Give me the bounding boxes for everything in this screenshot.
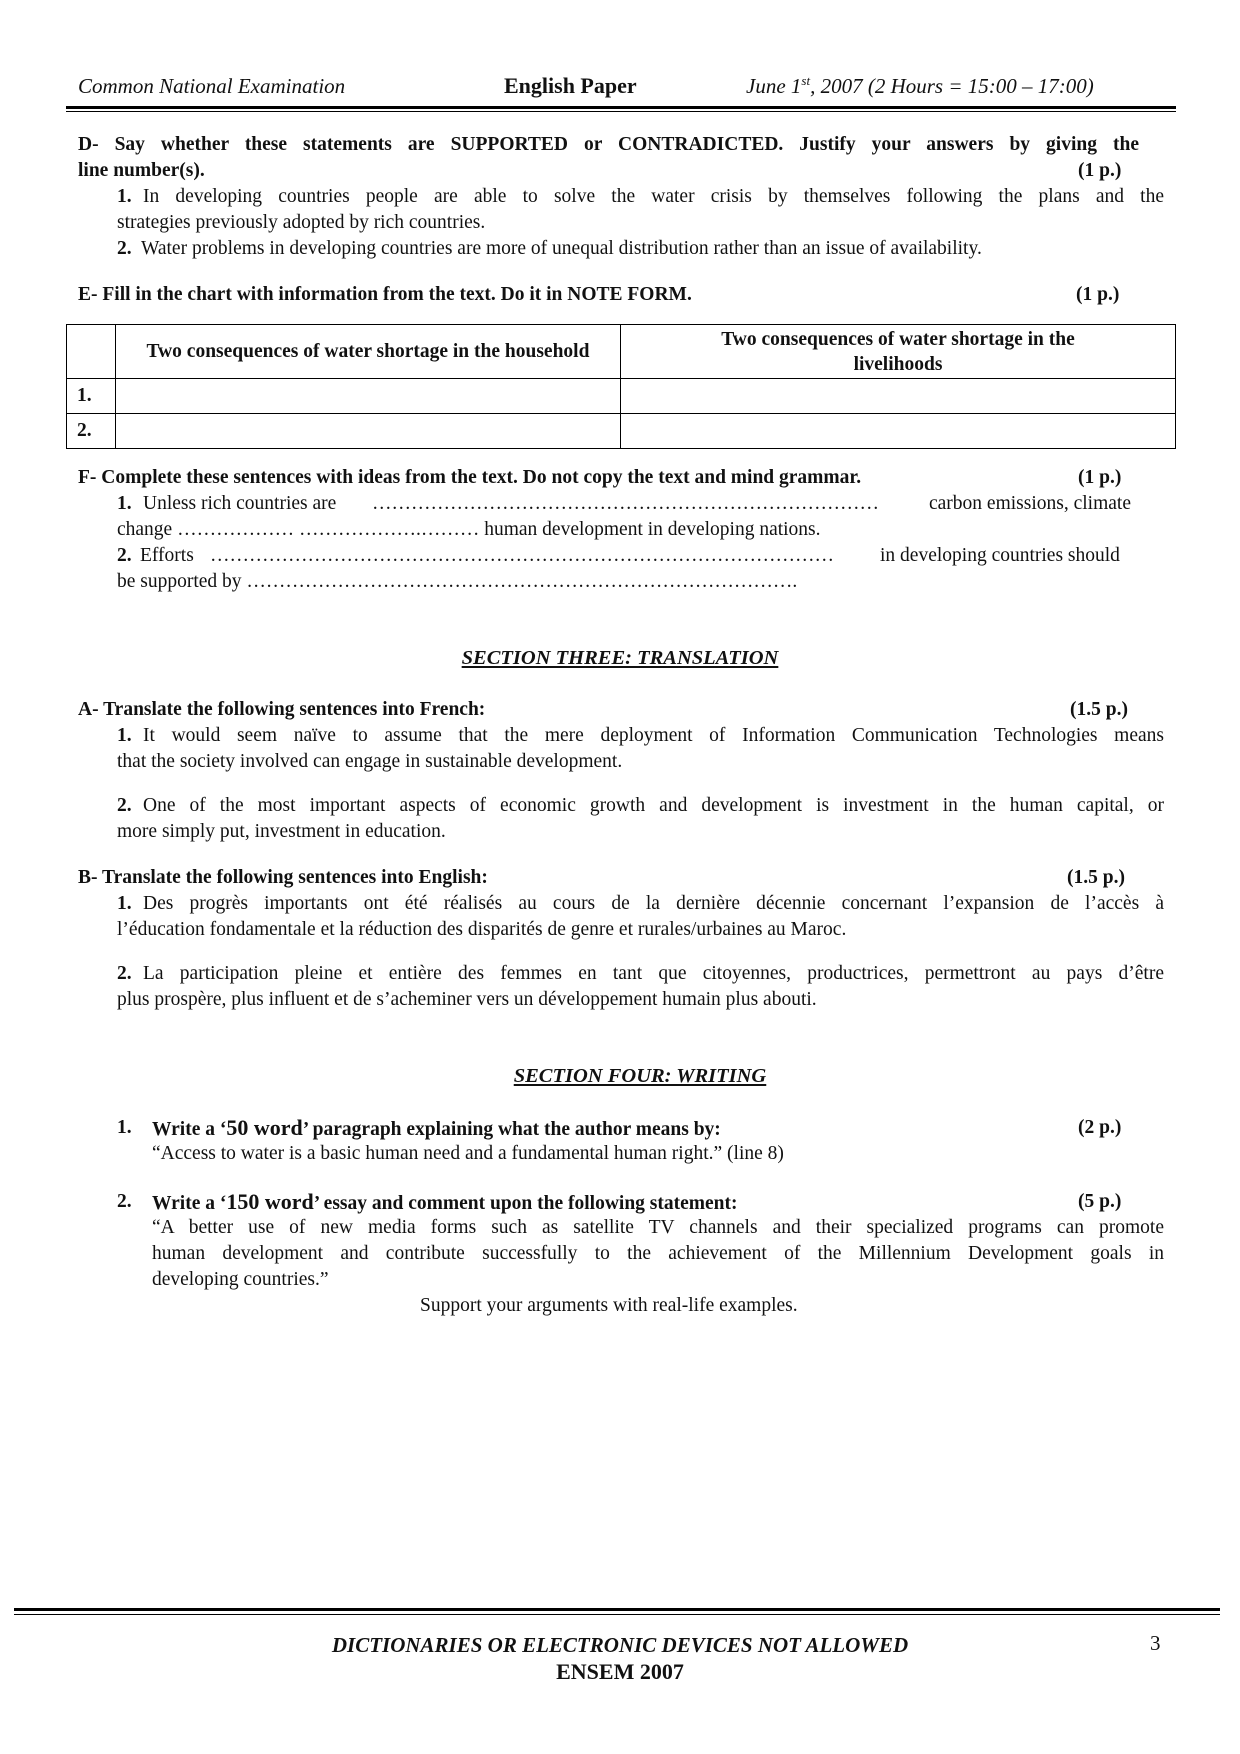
section-f-item1-number: 1. xyxy=(117,493,132,514)
chart-header-household xyxy=(116,325,621,379)
translation-b-heading: B- Translate the following sentences into English: xyxy=(78,867,488,888)
writing-1-points: (2 p.) xyxy=(1078,1117,1122,1138)
footer-rule-thick xyxy=(14,1608,1220,1611)
section-d-heading-line1: D- Say whether these statements are SUPPORTED or CONTRADICTED. Justify your answers by giving the xyxy=(78,134,1139,155)
section-f-item2-start: Efforts xyxy=(140,545,194,566)
translation-b2-line2: plus prospère, plus influent et de s’acheminer vers un développement humain plus abouti. xyxy=(117,989,817,1010)
writing-2-points: (5 p.) xyxy=(1078,1191,1122,1212)
header-date xyxy=(746,73,1094,99)
writing-1-number: 1. xyxy=(117,1117,132,1138)
footer-school: ENSEM 2007 xyxy=(556,1659,684,1684)
writing-1-quote: “Access to water is a basic human need and a fundamental human right.” (line 8) xyxy=(152,1143,784,1164)
chart-row xyxy=(67,379,1176,414)
section-d-item1-line1: In developing countries people are able to solve the water crisis by themselves following the plans and the xyxy=(143,186,1164,207)
chart-cell-livelihoods-2[interactable] xyxy=(621,414,1176,449)
header-rule-thin xyxy=(66,111,1176,112)
consequences-chart xyxy=(66,324,1176,449)
section-f-item2-line2[interactable]: be supported by …………………………………………………………………………. xyxy=(117,571,798,592)
header-rule-thick xyxy=(66,106,1176,109)
writing-2-instruction xyxy=(152,1189,738,1217)
chart-header-row xyxy=(67,325,1176,379)
header-date-sup: st xyxy=(801,73,811,88)
chart-corner-cell xyxy=(67,325,116,379)
section-f-item1-start: Unless rich countries are xyxy=(143,493,337,514)
chart-cell-livelihoods-1[interactable] xyxy=(621,379,1176,414)
section-f-heading: F- Complete these sentences with ideas from the text. Do not copy the text and mind grammar. xyxy=(78,467,862,488)
translation-a-heading: A- Translate the following sentences into French: xyxy=(78,699,486,720)
translation-b1-number: 1. xyxy=(117,893,132,914)
translation-a1-line1: It would seem naïve to assume that the mere deployment of Information Communication Technologies means xyxy=(143,725,1164,746)
chart-header-livelihoods xyxy=(621,325,1176,379)
writing-2-text-b: ’ essay and comment upon the following statement: xyxy=(313,1193,738,1214)
writing-2-word-count: 150 word xyxy=(226,1189,314,1214)
translation-b2-number: 2. xyxy=(117,963,132,984)
section-d-heading-line2: line number(s). xyxy=(78,160,205,181)
translation-a2-line1: One of the most important aspects of economic growth and development is investment in the human capital, or xyxy=(143,795,1164,816)
section-e-points: (1 p.) xyxy=(1076,284,1120,305)
section-d-item2-text: Water problems in developing countries are more of unequal distribution rather than an issue of availability. xyxy=(141,238,982,259)
section-d-item2-number: 2. xyxy=(117,238,132,259)
writing-2-quote-line2: human development and contribute successfully to the achievement of the Millennium Development goals in xyxy=(152,1243,1164,1264)
header-date-suffix: , 2007 (2 Hours = 15:00 – 17:00) xyxy=(810,74,1094,98)
translation-a2-number: 2. xyxy=(117,795,132,816)
section-f-points: (1 p.) xyxy=(1078,467,1122,488)
section-three-title: SECTION THREE: TRANSLATION xyxy=(461,647,779,669)
writing-2-quote-line3: developing countries.” xyxy=(152,1269,329,1290)
writing-1-instruction xyxy=(152,1115,721,1143)
chart-row xyxy=(67,414,1176,449)
section-e-heading: E- Fill in the chart with information from the text. Do it in NOTE FORM. xyxy=(78,284,692,305)
section-d-points: (1 p.) xyxy=(1078,160,1122,181)
footer-notice: DICTIONARIES OR ELECTRONIC DEVICES NOT ALLOWED xyxy=(331,1633,909,1657)
header-exam-name: Common National Examination xyxy=(78,74,346,98)
section-f-item2-number: 2. xyxy=(117,545,132,566)
translation-a2-line2: more simply put, investment in education. xyxy=(117,821,446,842)
section-f-item2-end: in developing countries should xyxy=(880,545,1120,566)
writing-1-word-count: 50 word xyxy=(226,1115,303,1140)
chart-row-number: 2. xyxy=(67,414,116,449)
chart-header-livelihoods-text: Two consequences of water shortage in the livelihoods xyxy=(721,328,1075,375)
writing-2-quote-line1: “A better use of new media forms such as satellite TV channels and their specialized programs can promote xyxy=(152,1217,1164,1238)
translation-a-points: (1.5 p.) xyxy=(1070,699,1128,720)
translation-a1-number: 1. xyxy=(117,725,132,746)
writing-2-text-a: Write a ‘ xyxy=(152,1193,227,1214)
translation-b1-line1: Des progrès importants ont été réalisés au cours de la dernière décennie concernant l’expansion de l’accès à xyxy=(143,893,1164,914)
header-paper-title: English Paper xyxy=(504,73,637,98)
section-f-item1-end: carbon emissions, climate xyxy=(929,493,1131,514)
writing-2-support: Support your arguments with real-life examples. xyxy=(420,1295,798,1316)
section-f-item1-line2[interactable]: change ……………… ……………….……… human development in developing nations. xyxy=(117,519,821,540)
chart-cell-household-2[interactable] xyxy=(116,414,621,449)
chart-header-household-text: Two consequences of water shortage in the household xyxy=(146,341,590,362)
writing-1-text-a: Write a ‘ xyxy=(152,1119,227,1140)
writing-2-number: 2. xyxy=(117,1191,132,1212)
header-date-prefix: June 1 xyxy=(746,74,802,98)
footer-rule-thin xyxy=(14,1614,1220,1615)
translation-a1-line2: that the society involved can engage in sustainable development. xyxy=(117,751,623,772)
chart-row-number: 1. xyxy=(67,379,116,414)
writing-1-text-b: ’ paragraph explaining what the author means by: xyxy=(302,1119,721,1140)
page-number: 3 xyxy=(1150,1631,1161,1655)
translation-b-points: (1.5 p.) xyxy=(1067,867,1125,888)
chart-cell-household-1[interactable] xyxy=(116,379,621,414)
section-f-item1-blank[interactable]: …………………………………………………………………… xyxy=(372,493,879,514)
translation-b2-line1: La participation pleine et entière des femmes en tant que citoyennes, productrices, permettront au pays d’être xyxy=(143,963,1164,984)
translation-b1-line2: l’éducation fondamentale et la réduction des disparités de genre et rurales/urbaines au Maroc. xyxy=(117,919,847,940)
section-four-title: SECTION FOUR: WRITING xyxy=(513,1065,767,1087)
section-f-item2-blank[interactable]: …………………………………………………………………………………… xyxy=(210,545,834,566)
section-d-item1-number: 1. xyxy=(117,186,132,207)
section-d-item1-line2: strategies previously adopted by rich countries. xyxy=(117,212,486,233)
